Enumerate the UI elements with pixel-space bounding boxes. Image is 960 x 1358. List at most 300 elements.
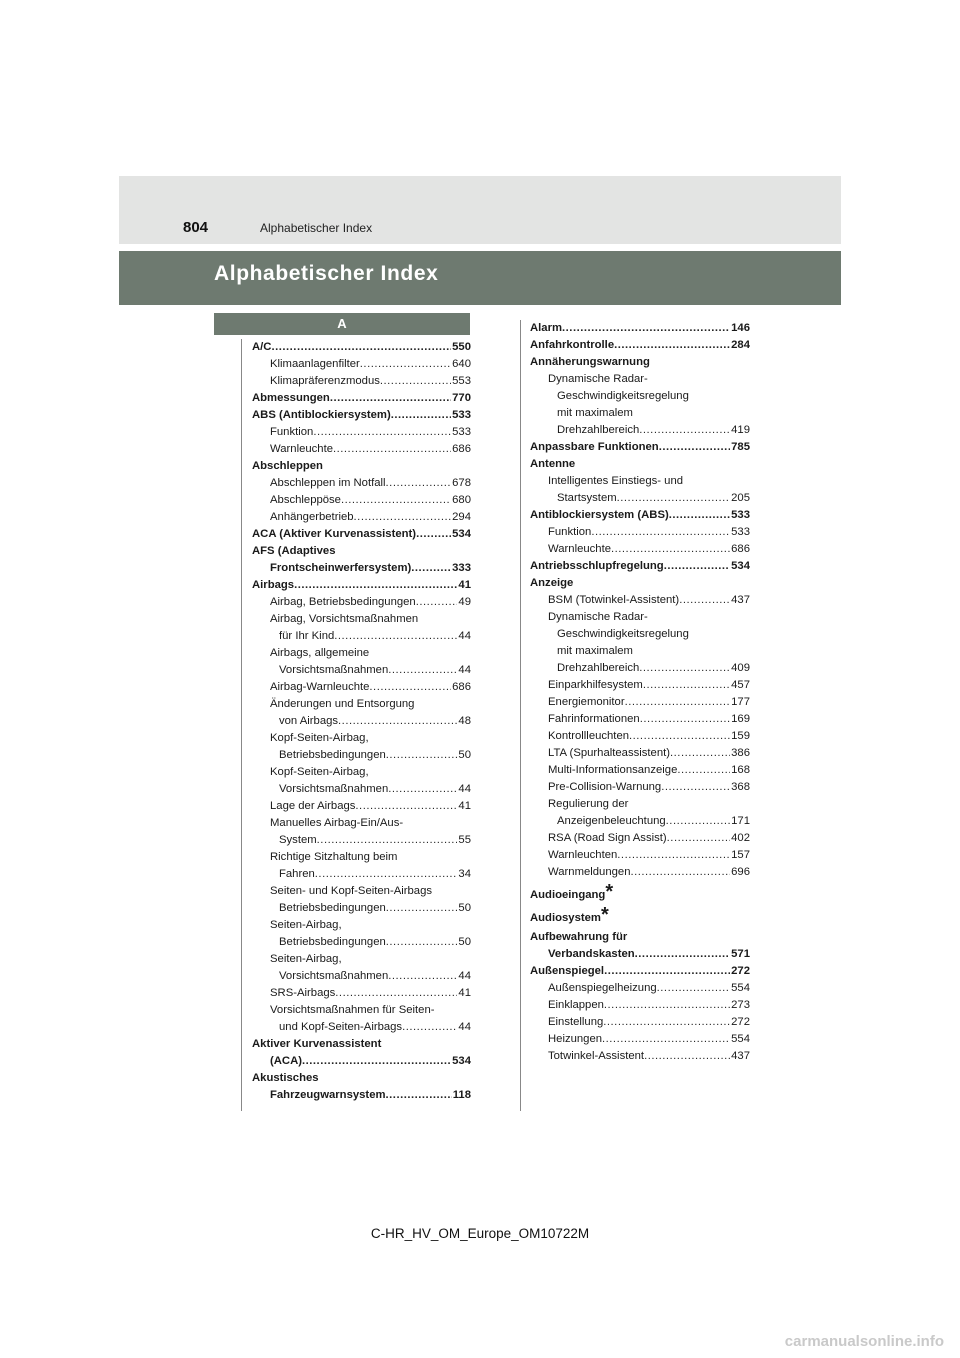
index-term: Airbags: [252, 579, 295, 591]
index-term: Dynamische Radar-: [548, 373, 648, 385]
index-entry: [530, 524, 750, 541]
dot-leader: [313, 424, 451, 441]
header-band: [119, 176, 841, 244]
page-reference: 171: [731, 815, 750, 827]
index-term: Außenspiegel: [530, 965, 605, 977]
dot-leader: [659, 439, 730, 456]
index-term: und Kopf-Seiten-Airbags: [279, 1021, 403, 1033]
page-reference: 333: [452, 562, 471, 574]
dot-leader: [388, 968, 457, 985]
index-entry: [252, 475, 471, 492]
index-term: mit maximalem: [557, 407, 633, 419]
index-term: Warnleuchte: [270, 443, 333, 455]
index-entry: [530, 541, 750, 558]
dot-leader: [380, 373, 451, 390]
index-entry: [252, 747, 471, 764]
dot-leader: [635, 946, 730, 963]
index-term: Aufbewahrung für: [530, 931, 628, 943]
index-term: Klimapräferenzmodus: [270, 375, 380, 387]
page-reference: 55: [458, 834, 471, 846]
index-entry: [530, 354, 750, 371]
index-term: Manuelles Airbag-Ein/Aus-: [270, 817, 404, 829]
index-term: Klimaanlagenfilter: [270, 358, 360, 370]
dot-leader: [617, 847, 730, 864]
index-term: Abmessungen: [252, 392, 330, 404]
dot-leader: [677, 762, 730, 779]
page-reference: 368: [731, 781, 750, 793]
dot-leader: [670, 745, 730, 762]
dot-leader: [386, 900, 458, 917]
dot-leader: [679, 592, 730, 609]
index-entry: [530, 626, 750, 643]
index-entry: [530, 490, 750, 507]
index-term: Funktion: [548, 526, 592, 538]
page-reference: 294: [452, 511, 471, 523]
index-term: Airbag, Betriebsbedingungen: [270, 596, 416, 608]
index-term: Vorsichtsmaßnahmen: [279, 664, 389, 676]
index-entry: [252, 577, 471, 594]
index-term: Startsystem: [557, 492, 617, 504]
index-entry: [252, 1087, 471, 1104]
index-entry: [252, 900, 471, 917]
index-term: Geschwindigkeitsregelung: [557, 628, 689, 640]
index-term: Abschleppen: [252, 460, 323, 472]
index-entry: [530, 609, 750, 626]
index-term: Drehzahlbereich: [557, 424, 640, 436]
index-term: Alarm: [530, 322, 563, 334]
dot-leader: [330, 390, 451, 407]
index-entry: [252, 1036, 471, 1053]
dot-leader: [388, 781, 457, 798]
page-reference: 284: [731, 339, 750, 351]
index-entry: [530, 405, 750, 422]
index-entry: [530, 980, 750, 997]
page-number: 804: [183, 219, 209, 236]
page-reference: 177: [731, 696, 750, 708]
index-term: Funktion: [270, 426, 314, 438]
page-reference: 409: [731, 662, 750, 674]
page-reference: 48: [458, 715, 471, 727]
dot-leader: [386, 1087, 452, 1104]
index-entry: [530, 779, 750, 796]
index-entry: [252, 1019, 471, 1036]
index-entry: [252, 424, 471, 441]
index-entry: [252, 628, 471, 645]
index-term: ACA (Aktiver Kurvenassistent): [252, 528, 417, 540]
index-entry: [252, 883, 471, 900]
index-term: Audiosystem: [530, 912, 601, 924]
index-term: Betriebsbedingungen: [279, 936, 386, 948]
index-term: Totwinkel-Assistent: [548, 1050, 645, 1062]
index-term: Seiten- und Kopf-Seiten-Airbags: [270, 885, 433, 897]
dot-leader: [334, 628, 457, 645]
index-term: Anhängerbetrieb: [270, 511, 354, 523]
index-entry: [530, 963, 750, 980]
index-term: Airbag-Warnleuchte: [270, 681, 370, 693]
page-reference: 686: [452, 681, 471, 693]
index-term: System: [279, 834, 317, 846]
dot-leader: [317, 832, 458, 849]
page-reference: 686: [452, 443, 471, 455]
index-entry: [252, 662, 471, 679]
index-term: Anpassbare Funktionen: [530, 441, 659, 453]
watermark: carmanualsonline.info: [784, 1333, 944, 1350]
index-entry: [530, 439, 750, 456]
index-term: Einklappen: [548, 999, 604, 1011]
index-term: für Ihr Kind: [279, 630, 335, 642]
index-entry: [252, 543, 471, 560]
index-entry: [530, 796, 750, 813]
running-header-title: Alphabetischer Index: [260, 221, 373, 235]
index-term: Intelligentes Einstiegs- und: [548, 475, 684, 487]
index-entry: [530, 456, 750, 473]
index-entry: [252, 356, 471, 373]
index-column-right: [530, 320, 750, 1065]
index-entry: [252, 951, 471, 968]
index-entry: [252, 1053, 471, 1070]
index-entry: [530, 745, 750, 762]
page-reference: 44: [458, 664, 471, 676]
dot-leader: [369, 679, 451, 696]
page-reference: 34: [458, 868, 471, 880]
page-reference: 168: [731, 764, 750, 776]
index-entry: [252, 373, 471, 390]
index-term: Regulierung der: [548, 798, 629, 810]
index-entry: [530, 929, 750, 946]
dot-leader: [630, 864, 730, 881]
index-term: Abschleppöse: [270, 494, 341, 506]
index-entry: [530, 388, 750, 405]
index-term: Warnleuchten: [548, 849, 618, 861]
index-term: BSM (Totwinkel-Assistent): [548, 594, 680, 606]
index-entry: [252, 798, 471, 815]
page-reference: 272: [731, 965, 750, 977]
page-reference: 41: [458, 987, 471, 999]
dot-leader: [386, 747, 458, 764]
index-term: Außenspiegelheizung: [548, 982, 657, 994]
page-reference: 44: [458, 1021, 471, 1033]
index-entry: [530, 1048, 750, 1065]
index-term: Einstellung: [548, 1016, 604, 1028]
index-term: Anzeigenbeleuchtung: [557, 815, 666, 827]
index-term: Vorsichtsmaßnahmen: [279, 783, 389, 795]
page-reference: 553: [452, 375, 471, 387]
index-entry: [530, 813, 750, 830]
dot-leader: [644, 1048, 730, 1065]
index-term: Audioeingang: [530, 889, 606, 901]
page-reference: 534: [731, 560, 750, 572]
index-entry: [530, 507, 750, 524]
index-term: A/C: [252, 341, 272, 353]
dot-leader: [604, 963, 730, 980]
page-reference: 437: [731, 594, 750, 606]
index-entry: [252, 985, 471, 1002]
page-reference: 534: [452, 1055, 471, 1067]
index-entry: [252, 781, 471, 798]
dot-leader: [416, 526, 451, 543]
dot-leader: [294, 577, 457, 594]
index-entry: [252, 934, 471, 951]
page-reference: 159: [731, 730, 750, 742]
index-term: von Airbags: [279, 715, 339, 727]
index-entry: [530, 473, 750, 490]
dot-leader: [386, 475, 452, 492]
index-entry: [530, 1031, 750, 1048]
index-term: ABS (Antiblockiersystem): [252, 409, 391, 421]
index-entry: [530, 558, 750, 575]
dot-leader: [629, 728, 730, 745]
index-entry: [530, 830, 750, 847]
dot-leader: [386, 934, 458, 951]
index-entry: [530, 422, 750, 439]
page-reference: 554: [731, 982, 750, 994]
page-reference: 205: [731, 492, 750, 504]
page-reference: 386: [731, 747, 750, 759]
index-entry: [530, 762, 750, 779]
index-entry: Audioeingang *: [530, 881, 614, 903]
index-term: Energiemonitor: [548, 696, 625, 708]
index-term: Kopf-Seiten-Airbag,: [270, 732, 369, 744]
index-term: Antiblockiersystem (ABS): [530, 509, 669, 521]
page-reference: 169: [731, 713, 750, 725]
dot-leader: [639, 660, 730, 677]
index-term: Betriebsbedingungen: [279, 902, 386, 914]
index-term: Betriebsbedingungen: [279, 749, 386, 761]
dot-leader: [643, 677, 730, 694]
index-term: Heizungen: [548, 1033, 603, 1045]
index-entry: [530, 643, 750, 660]
index-entry: [252, 1070, 471, 1087]
page-reference: 118: [452, 1089, 471, 1101]
dot-leader: [338, 713, 457, 730]
index-term: Fahren: [279, 868, 315, 880]
dot-leader: [411, 560, 451, 577]
page-reference: 273: [731, 999, 750, 1011]
index-entry: [252, 713, 471, 730]
index-term: Änderungen und Entsorgung: [270, 698, 415, 710]
dot-leader: [402, 1019, 457, 1036]
page-title: Alphabetischer Index: [214, 262, 439, 285]
index-term: Antriebsschlupfregelung: [530, 560, 664, 572]
page-reference: 640: [452, 358, 471, 370]
index-term: Kontrollleuchten: [548, 730, 630, 742]
index-term: (ACA): [270, 1055, 302, 1067]
dot-leader: [614, 337, 730, 354]
index-entry: [252, 441, 471, 458]
index-entry: [252, 526, 471, 543]
index-term: Lage der Airbags: [270, 800, 356, 812]
index-term: mit maximalem: [557, 645, 633, 657]
index-term: Richtige Sitzhaltung beim: [270, 851, 398, 863]
index-term: AFS (Adaptives: [252, 545, 336, 557]
index-entry: [530, 371, 750, 388]
page-reference: 678: [452, 477, 471, 489]
dot-leader: [315, 866, 458, 883]
index-entry: [252, 849, 471, 866]
page-reference: 272: [731, 1016, 750, 1028]
page-reference: 696: [731, 866, 750, 878]
page-reference: 146: [731, 322, 750, 334]
dot-leader: [391, 407, 451, 424]
page-reference: 437: [731, 1050, 750, 1062]
index-term: Airbags, allgemeine: [270, 647, 370, 659]
index-term: RSA (Road Sign Assist): [548, 832, 667, 844]
index-entry: [252, 764, 471, 781]
index-entry: [252, 832, 471, 849]
document-code-footer: C-HR_HV_OM_Europe_OM10722M: [370, 1226, 590, 1241]
dot-leader: [271, 339, 451, 356]
index-entry: [252, 645, 471, 662]
index-entry: [252, 339, 471, 356]
page-reference: 50: [458, 749, 471, 761]
index-term: SRS-Airbags: [270, 987, 336, 999]
index-term: Abschleppen im Notfall: [270, 477, 386, 489]
index-entry: [252, 560, 471, 577]
page-reference: 44: [458, 783, 471, 795]
index-entry: [252, 696, 471, 713]
index-entry: [252, 866, 471, 883]
page-reference: 457: [731, 679, 750, 691]
page-reference: 50: [458, 902, 471, 914]
dot-leader: [666, 813, 730, 830]
index-entry: [252, 679, 471, 696]
page-reference: 680: [452, 494, 471, 506]
page-reference: 534: [452, 528, 471, 540]
index-term: Fahrinformationen: [548, 713, 640, 725]
index-term: Seiten-Airbag,: [270, 953, 342, 965]
dot-leader: [333, 441, 451, 458]
dot-leader: [639, 422, 730, 439]
index-term: LTA (Spurhalteassistent): [548, 747, 671, 759]
index-entry: [530, 337, 750, 354]
index-entry: Audiosystem *: [530, 904, 609, 926]
page-reference: 533: [452, 426, 471, 438]
index-term: Vorsichtsmaßnahmen: [279, 970, 389, 982]
dot-leader: [591, 524, 730, 541]
index-entry: [530, 694, 750, 711]
dot-leader: [360, 356, 451, 373]
index-term: Drehzahlbereich: [557, 662, 640, 674]
index-term: Frontscheinwerfersystem): [270, 562, 412, 574]
section-letter-heading: A: [214, 313, 470, 335]
dot-leader: [625, 694, 731, 711]
index-term: Dynamische Radar-: [548, 611, 648, 623]
index-entry: [252, 730, 471, 747]
page-reference: 571: [731, 948, 750, 960]
dot-leader: [302, 1053, 451, 1070]
dot-leader: [657, 980, 730, 997]
index-entry: [252, 815, 471, 832]
index-entry: [530, 946, 750, 963]
index-term: Aktiver Kurvenassistent: [252, 1038, 382, 1050]
index-entry: [252, 917, 471, 934]
index-term: Antenne: [530, 458, 576, 470]
index-term: Fahrzeugwarnsystem: [270, 1089, 386, 1101]
index-entry: [530, 575, 750, 592]
index-entry: [252, 390, 471, 407]
dot-leader: [604, 997, 730, 1014]
dot-leader: [335, 985, 457, 1002]
index-entry: [530, 847, 750, 864]
dot-leader: [664, 558, 730, 575]
right-column-rule: [520, 320, 521, 1111]
page-reference: 533: [731, 509, 750, 521]
page-reference: 41: [458, 800, 471, 812]
page-reference: 157: [731, 849, 750, 861]
dot-leader: [661, 779, 730, 796]
index-entry: [252, 611, 471, 628]
index-term: Verbandskasten: [548, 948, 635, 960]
index-term: Seiten-Airbag,: [270, 919, 342, 931]
index-entry: [530, 592, 750, 609]
index-entry: [530, 660, 750, 677]
dot-leader: [416, 594, 458, 611]
dot-leader: [640, 711, 730, 728]
page-reference: 770: [452, 392, 471, 404]
index-entry: [530, 997, 750, 1014]
index-term: Anfahrkontrolle: [530, 339, 615, 351]
dot-leader: [354, 509, 452, 526]
page-reference: 533: [452, 409, 471, 421]
page-reference: 44: [458, 970, 471, 982]
index-entry: [530, 677, 750, 694]
index-term: Warnleuchte: [548, 543, 611, 555]
index-term: Kopf-Seiten-Airbag,: [270, 766, 369, 778]
index-term: Annäherungswarnung: [530, 356, 650, 368]
dot-leader: [562, 320, 730, 337]
index-entry: [530, 1014, 750, 1031]
index-entry: [530, 864, 750, 881]
page-reference: 419: [731, 424, 750, 436]
index-entry: [530, 711, 750, 728]
index-entry: [252, 407, 471, 424]
dot-leader: [669, 507, 730, 524]
page-reference: 50: [458, 936, 471, 948]
index-entry: [530, 728, 750, 745]
page-reference: 554: [731, 1033, 750, 1045]
dot-leader: [667, 830, 730, 847]
page-reference: 550: [452, 341, 471, 353]
index-entry: [252, 492, 471, 509]
left-column-rule: [241, 339, 242, 1111]
page-reference: 785: [731, 441, 750, 453]
index-term: Geschwindigkeitsregelung: [557, 390, 689, 402]
page-reference: 44: [458, 630, 471, 642]
index-entry: [252, 1002, 471, 1019]
index-entry: [530, 320, 750, 337]
index-term: Multi-Informationsanzeige: [548, 764, 678, 776]
index-entry: [252, 509, 471, 526]
dot-leader: [341, 492, 451, 509]
index-term: Akustisches: [252, 1072, 319, 1084]
index-term: Warnmeldungen: [548, 866, 631, 878]
dot-leader: [388, 662, 457, 679]
page-reference: 533: [731, 526, 750, 538]
index-term: Vorsichtsmaßnahmen für Seiten-: [270, 1004, 435, 1016]
index-column-left: [252, 339, 471, 1104]
page-reference: 49: [458, 596, 471, 608]
page-reference: 41: [458, 579, 471, 591]
index-entry: [252, 458, 471, 475]
index-term: Pre-Collision-Warnung: [548, 781, 662, 793]
dot-leader: [617, 490, 731, 507]
dot-leader: [611, 541, 730, 558]
dot-leader: [355, 798, 457, 815]
page-reference: 402: [731, 832, 750, 844]
index-term: Einparkhilfesystem: [548, 679, 643, 691]
index-term: Airbag, Vorsichtsmaßnahmen: [270, 613, 419, 625]
dot-leader: [602, 1031, 730, 1048]
